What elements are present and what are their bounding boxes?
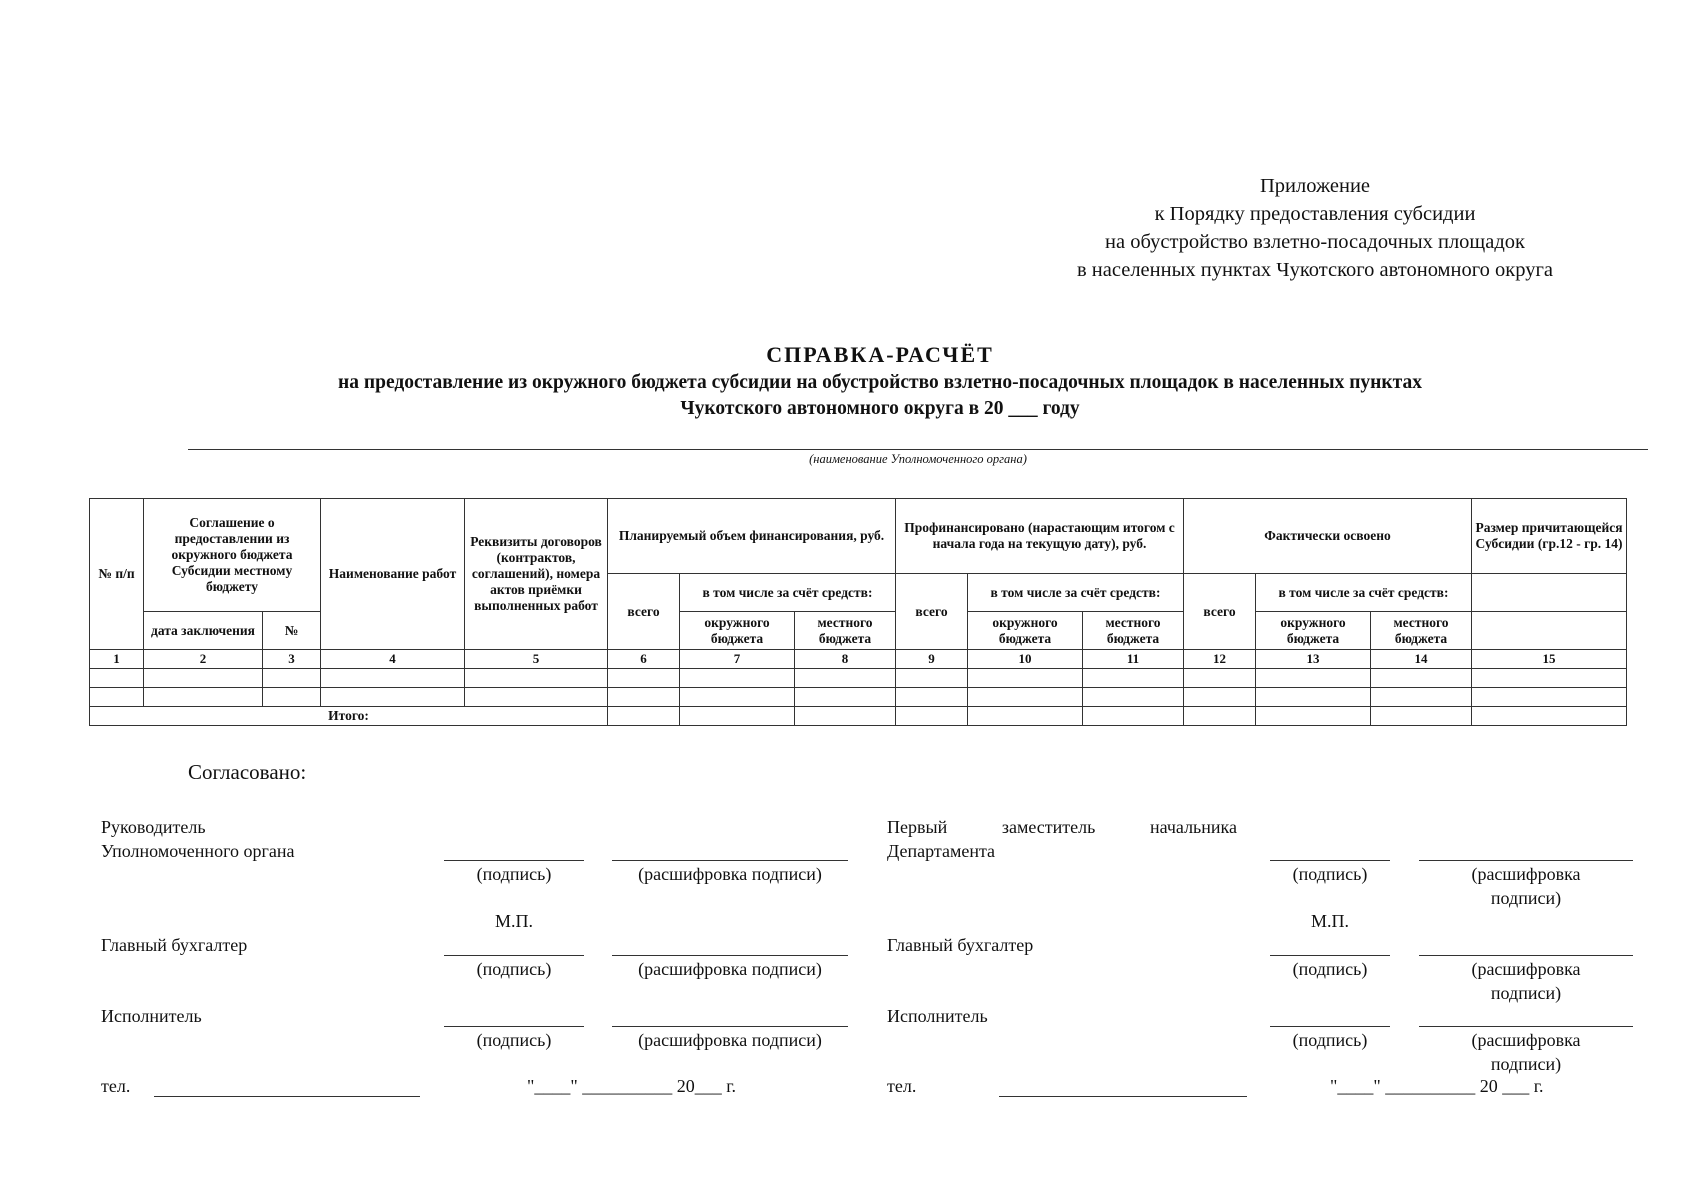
header-total: всего	[608, 574, 680, 650]
signature-caption: (подпись)	[1292, 1030, 1368, 1050]
header-planned: Планируемый объем финансирования, руб.	[608, 499, 896, 574]
header-district-budget: окружного бюджета	[680, 612, 795, 650]
right-head-word: заместитель	[1001, 817, 1096, 837]
data-cell[interactable]	[144, 688, 263, 707]
data-cell[interactable]	[1371, 688, 1472, 707]
header-district-budget: окружного бюджета	[968, 612, 1083, 650]
signature-caption: (подпись)	[476, 864, 552, 884]
col-number: 2	[144, 650, 263, 669]
left-accountant-decoding-line[interactable]	[612, 955, 848, 956]
appendix-line: к Порядку предоставления субсидии	[1154, 203, 1476, 225]
left-accountant-label: Главный бухгалтер	[101, 935, 248, 955]
data-cell[interactable]	[1472, 669, 1627, 688]
col-number: 12	[1184, 650, 1256, 669]
data-cell[interactable]	[1083, 688, 1184, 707]
signature-caption: (подпись)	[476, 1030, 552, 1050]
data-cell[interactable]	[795, 669, 896, 688]
total-label: Итого:	[90, 707, 608, 726]
org-name-line	[188, 449, 1648, 450]
appendix-line: в населенных пунктах Чукотского автономного округа	[1077, 259, 1553, 281]
data-cell[interactable]	[1083, 669, 1184, 688]
right-accountant-decoding-line[interactable]	[1419, 955, 1633, 956]
header-actual: Фактически освоено	[1184, 499, 1472, 574]
right-head-word: начальника	[1149, 817, 1237, 837]
right-head-signature-line[interactable]	[1270, 860, 1390, 861]
header-total: всего	[896, 574, 968, 650]
left-tel-line[interactable]	[154, 1096, 420, 1097]
left-tel-label: тел.	[101, 1076, 131, 1096]
right-head-label-2: Департамента	[887, 841, 996, 861]
right-accountant-signature-line[interactable]	[1270, 955, 1390, 956]
stamp-label: М.П.	[1310, 911, 1349, 931]
header-subsidy-size: Размер причитающейся Субсидии (гр.12 - гр. 14)	[1472, 499, 1627, 574]
data-cell[interactable]	[1256, 688, 1371, 707]
document-title	[140, 340, 1620, 422]
header-incl: в том числе за счёт средств:	[968, 574, 1184, 612]
col-number: 5	[465, 650, 608, 669]
decoding-caption-line: (расшифровка	[1471, 1030, 1581, 1050]
data-cell[interactable]	[1184, 688, 1256, 707]
total-cell[interactable]	[1472, 707, 1627, 726]
header-agreement-date: дата заключения	[144, 612, 263, 650]
col-number: 14	[1371, 650, 1472, 669]
data-cell[interactable]	[896, 669, 968, 688]
decoding-caption-line: (расшифровка	[1471, 864, 1581, 884]
col-number: 6	[608, 650, 680, 669]
col-number: 13	[1256, 650, 1371, 669]
table-row	[90, 688, 1627, 707]
data-cell[interactable]	[263, 669, 321, 688]
total-cell[interactable]	[1256, 707, 1371, 726]
data-cell[interactable]	[680, 688, 795, 707]
col-number: 9	[896, 650, 968, 669]
org-name-caption: (наименование Уполномоченного органа)	[809, 452, 1027, 466]
right-tel-line[interactable]	[999, 1096, 1247, 1097]
col-number: 10	[968, 650, 1083, 669]
decoding-caption: (расшифровка подписи)	[638, 864, 822, 884]
right-executor-label: Исполнитель	[887, 1006, 988, 1026]
signature-caption: (подпись)	[476, 959, 552, 979]
decoding-caption	[1419, 957, 1633, 1005]
total-cell[interactable]	[1184, 707, 1256, 726]
left-head-label-2: Уполномоченного органа	[101, 841, 295, 861]
data-cell[interactable]	[465, 688, 608, 707]
col-number: 11	[1083, 650, 1184, 669]
data-cell[interactable]	[1472, 688, 1627, 707]
left-executor-label: Исполнитель	[101, 1006, 202, 1026]
appendix-line: Приложение	[1259, 175, 1371, 197]
right-tel-label: тел.	[887, 1076, 917, 1096]
left-accountant-signature-line[interactable]	[444, 955, 584, 956]
header-incl: в том числе за счёт средств:	[1256, 574, 1472, 612]
right-date: "____" __________ 20 ___ г.	[1330, 1076, 1544, 1096]
data-cell[interactable]	[1184, 669, 1256, 688]
header-col-no: № п/п	[90, 499, 144, 650]
total-cell[interactable]	[680, 707, 795, 726]
data-cell[interactable]	[680, 669, 795, 688]
agreed-heading: Согласовано:	[188, 760, 307, 784]
table-row	[90, 669, 1627, 688]
decoding-caption: (расшифровка подписи)	[638, 1030, 822, 1050]
header-contracts: Реквизиты договоров (контрактов, соглашений), номера актов приёмки выполненных работ	[465, 499, 608, 650]
right-head-word: Первый	[887, 817, 948, 837]
data-cell[interactable]	[1256, 669, 1371, 688]
decoding-caption: (расшифровка подписи)	[638, 959, 822, 979]
header-agreement: Соглашение о предоставлении из окружного бюджета Субсидии местному бюджету	[144, 499, 321, 612]
total-cell[interactable]	[795, 707, 896, 726]
left-head-decoding-line[interactable]	[612, 860, 848, 861]
decoding-caption	[1419, 862, 1633, 910]
right-head-label-1	[887, 815, 1237, 839]
col-number: 8	[795, 650, 896, 669]
header-financed: Профинансировано (нарастающим итогом с начала года на текущую дату), руб.	[896, 499, 1184, 574]
left-head-signature-line[interactable]	[444, 860, 584, 861]
data-cell[interactable]	[608, 688, 680, 707]
data-cell[interactable]	[321, 669, 465, 688]
decoding-caption-line: подписи)	[1490, 888, 1562, 908]
header-district-budget: окружного бюджета	[1256, 612, 1371, 650]
title-sub-2: Чукотского автономного округа в 20 ___ году	[680, 398, 1080, 419]
data-cell[interactable]	[968, 669, 1083, 688]
signature-caption: (подпись)	[1292, 864, 1368, 884]
appendix-line: на обустройство взлетно-посадочных площадок	[1105, 231, 1525, 253]
data-cell[interactable]	[321, 688, 465, 707]
left-executor-signature-line[interactable]	[444, 1026, 584, 1027]
header-local-budget: местного бюджета	[1371, 612, 1472, 650]
decoding-caption	[1419, 1028, 1633, 1076]
header-incl: в том числе за счёт средств:	[680, 574, 896, 612]
title-main: СПРАВКА-РАСЧЁТ	[766, 342, 994, 367]
header-local-budget: местного бюджета	[795, 612, 896, 650]
data-cell[interactable]	[144, 669, 263, 688]
signature-caption: (подпись)	[1292, 959, 1368, 979]
header-blank	[1472, 574, 1627, 612]
total-row	[90, 707, 1627, 726]
col-number: 1	[90, 650, 144, 669]
header-agreement-no: №	[263, 612, 321, 650]
stamp-label: М.П.	[494, 911, 533, 931]
total-cell[interactable]	[608, 707, 680, 726]
header-work-name: Наименование работ	[321, 499, 465, 650]
decoding-caption-line: подписи)	[1490, 983, 1562, 1003]
total-cell[interactable]	[896, 707, 968, 726]
data-cell[interactable]	[90, 688, 144, 707]
title-sub-1: на предоставление из окружного бюджета субсидии на обустройство взлетно-посадочных площадок в населенных пунктах	[338, 372, 1422, 393]
data-cell[interactable]	[90, 669, 144, 688]
right-accountant-label: Главный бухгалтер	[887, 935, 1034, 955]
data-cell[interactable]	[795, 688, 896, 707]
appendix-header	[1005, 172, 1625, 284]
col-number: 4	[321, 650, 465, 669]
header-local-budget: местного бюджета	[1083, 612, 1184, 650]
decoding-caption-line: (расшифровка	[1471, 959, 1581, 979]
calculation-table	[89, 498, 1627, 726]
data-cell[interactable]	[608, 669, 680, 688]
total-cell[interactable]	[1083, 707, 1184, 726]
col-number: 7	[680, 650, 795, 669]
left-date: "____" __________ 20___ г.	[527, 1076, 737, 1096]
left-head-label-1: Руководитель	[101, 817, 206, 837]
total-cell[interactable]	[968, 707, 1083, 726]
col-number: 15	[1472, 650, 1627, 669]
data-cell[interactable]	[896, 688, 968, 707]
data-cell[interactable]	[968, 688, 1083, 707]
header-blank	[1472, 612, 1627, 650]
column-number-row	[90, 650, 1627, 669]
header-total: всего	[1184, 574, 1256, 650]
decoding-caption-line: подписи)	[1490, 1054, 1562, 1074]
right-executor-decoding-line[interactable]	[1419, 1026, 1633, 1027]
total-cell[interactable]	[1371, 707, 1472, 726]
data-cell[interactable]	[263, 688, 321, 707]
right-head-decoding-line[interactable]	[1419, 860, 1633, 861]
data-cell[interactable]	[465, 669, 608, 688]
left-executor-decoding-line[interactable]	[612, 1026, 848, 1027]
col-number: 3	[263, 650, 321, 669]
right-executor-signature-line[interactable]	[1270, 1026, 1390, 1027]
data-cell[interactable]	[1371, 669, 1472, 688]
